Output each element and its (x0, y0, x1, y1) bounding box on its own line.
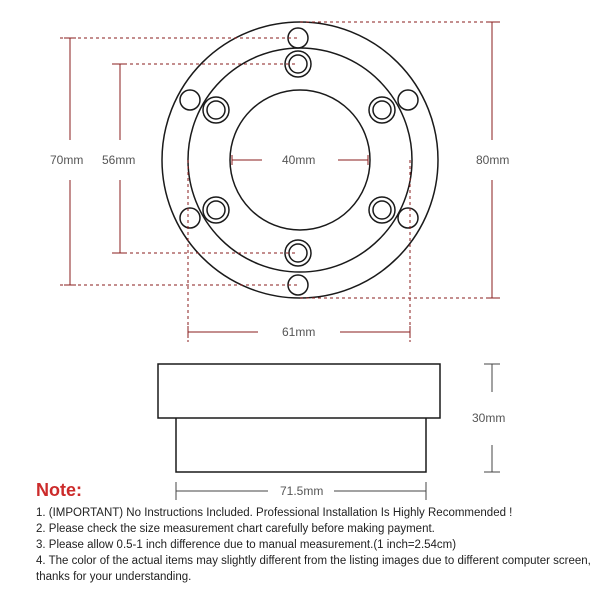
bolt-hole-outer (398, 90, 418, 110)
bolt-hole-inner (203, 197, 229, 223)
note-item: 4. The color of the actual items may slightly different from the listing images due to different computer screen, thanks for your understanding. (36, 555, 591, 583)
dim-56mm-label: 56mm (102, 153, 136, 167)
note-item: 1. (IMPORTANT) No Instructions Included. Professional Installation Is Highly Recommended ! (36, 507, 513, 519)
dim-30mm-label: 30mm (472, 411, 506, 425)
bolt-hole-inner (369, 197, 395, 223)
side-dimension-lines (176, 364, 500, 500)
dim-80mm-label: 80mm (476, 153, 510, 167)
note-item: 2. Please check the size measurement chart carefully before making payment. (36, 523, 435, 535)
dim-61mm-label: 61mm (282, 325, 316, 339)
side-hub (176, 418, 426, 472)
dimension-lines (60, 22, 500, 342)
bolt-hole-inner (369, 97, 395, 123)
bolt-hole-outer (180, 90, 200, 110)
side-view (158, 364, 440, 472)
bolt-hole-outer (398, 208, 418, 228)
dim-70mm-label: 70mm (50, 153, 84, 167)
note-list (36, 505, 596, 585)
note-item: 3. Please allow 0.5-1 inch difference due to manual measurement.(1 inch=2.54cm) (36, 539, 457, 551)
note-title: Note: (36, 480, 82, 500)
bolt-hole-outer (180, 208, 200, 228)
side-top-flange (158, 364, 440, 418)
bolt-hole-inner (203, 97, 229, 123)
dim-71-5mm-label: 71.5mm (280, 484, 324, 498)
dim-40mm-label: 40mm (282, 153, 316, 167)
